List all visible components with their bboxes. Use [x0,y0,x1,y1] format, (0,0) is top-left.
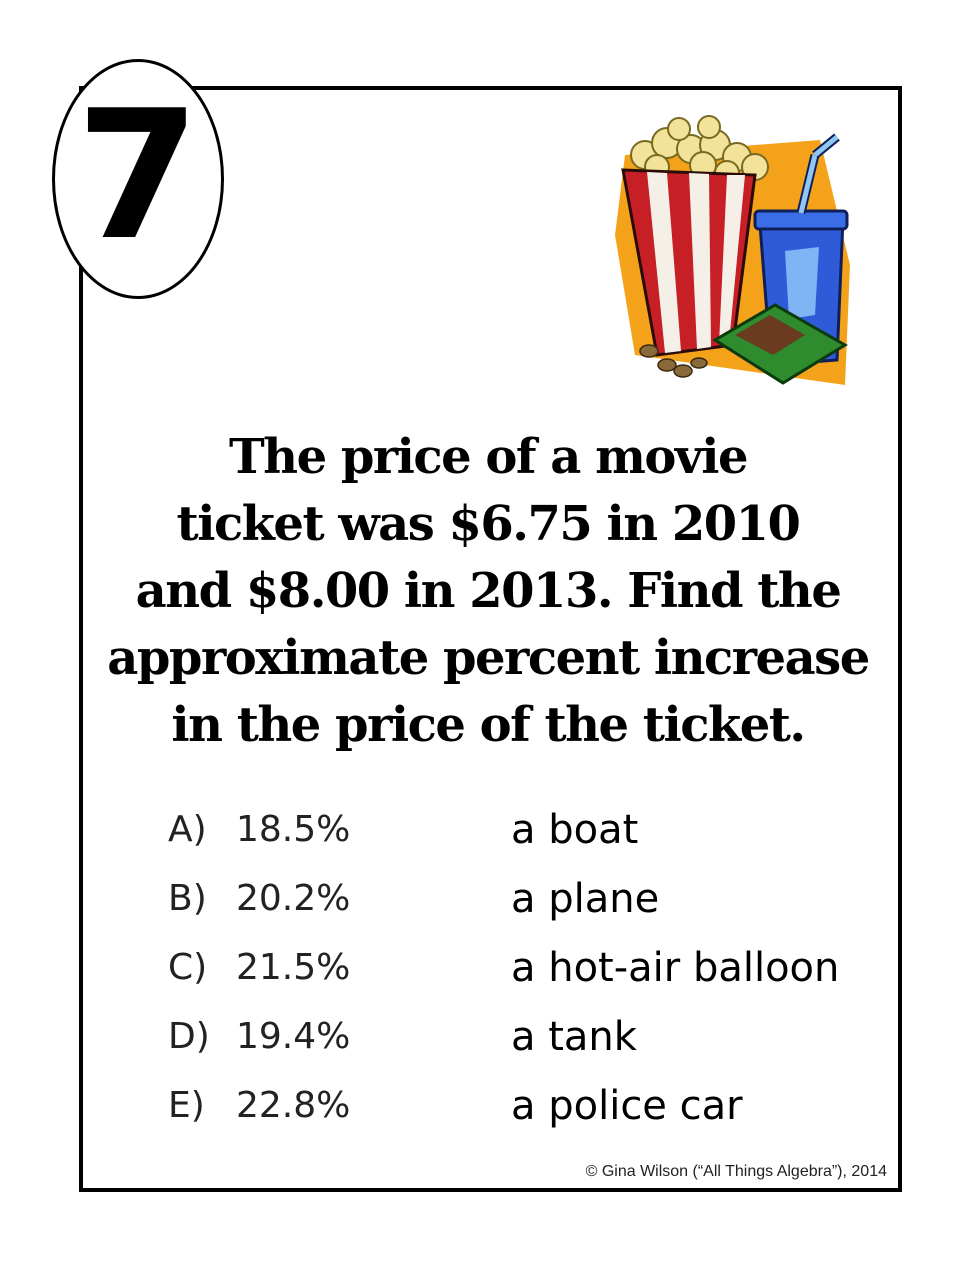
question-line: and $8.00 in 2013. Find the [135,563,841,619]
problem-number-badge [52,59,224,299]
choice-letter: E) [168,1085,205,1126]
choice-item: a police car [511,1083,743,1129]
question-line: ticket was $6.75 in 2010 [176,496,800,552]
answer-choice [168,869,868,929]
choice-value: 19.4% [236,1016,351,1057]
choice-value: 21.5% [236,947,351,988]
choice-value: 18.5% [236,809,351,850]
choice-item: a plane [511,876,660,922]
choice-item: a boat [511,807,639,853]
choice-letter: B) [168,878,207,919]
question-line: The price of a movie [228,429,748,485]
choice-item: a hot-air balloon [511,945,840,991]
question-line: approximate percent increase [107,630,869,686]
choice-letter: A) [168,809,207,850]
question-text [84,424,892,759]
choice-value: 20.2% [236,878,351,919]
choice-value: 22.8% [236,1085,351,1126]
question-line: in the price of the ticket. [171,697,805,753]
answer-choice [168,1076,868,1136]
popcorn-soda-candy-icon [605,115,855,390]
choice-letter: D) [168,1016,210,1057]
choice-letter: C) [168,947,208,988]
copyright-notice: © Gina Wilson (“All Things Algebra”), 2014 [585,1163,887,1180]
problem-number: 7 [76,72,200,279]
answer-choice [168,800,868,860]
answer-choice [168,1007,868,1067]
choice-item: a tank [511,1014,637,1060]
answer-choice [168,938,868,998]
